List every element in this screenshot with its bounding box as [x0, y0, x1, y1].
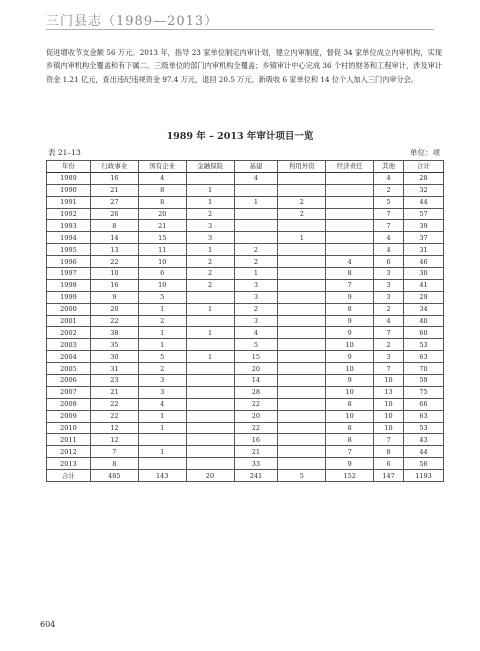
table-cell: 3 — [186, 220, 234, 232]
table-row — [47, 196, 444, 208]
table-row — [47, 244, 444, 256]
table-cell: 3 — [374, 351, 404, 363]
table-cell: 59 — [404, 375, 444, 387]
table-cell: 2 — [234, 256, 278, 268]
header-cell: 基建 — [234, 161, 278, 173]
table-cell: 8 — [326, 398, 374, 410]
table-row — [47, 339, 444, 351]
table-cell: 10 — [374, 375, 404, 387]
table-cell: 5 — [138, 291, 186, 303]
table-cell — [186, 398, 234, 410]
header-cell: 行政事业 — [90, 161, 138, 173]
year-cell: 2002 — [47, 327, 91, 339]
table-cell: 8 — [374, 446, 404, 458]
table-cell: 13 — [374, 386, 404, 398]
table-cell: 9 — [326, 458, 374, 470]
table-cell: 5 — [234, 339, 278, 351]
table-cell — [278, 386, 326, 398]
table-row — [47, 351, 444, 363]
table-row — [47, 422, 444, 434]
table-cell — [234, 220, 278, 232]
table-cell — [278, 339, 326, 351]
table-cell: 5 — [374, 196, 404, 208]
table-cell: 63 — [404, 351, 444, 363]
year-cell: 1996 — [47, 256, 91, 268]
table-cell: 4 — [374, 172, 404, 184]
year-cell: 1990 — [47, 184, 91, 196]
table-title: 1989 年 – 2013 年审计项目一览 — [166, 131, 314, 142]
year-cell: 1994 — [47, 232, 91, 244]
table-cell: 1 — [138, 446, 186, 458]
table-cell: 1 — [138, 339, 186, 351]
table-cell: 22 — [90, 410, 138, 422]
table-cell: 1 — [234, 196, 278, 208]
table-label: 表 21–13 — [48, 148, 81, 157]
header-cell: 利用外资 — [278, 161, 326, 173]
table-cell: 75 — [404, 386, 444, 398]
table-cell: 30 — [90, 351, 138, 363]
table-cell — [278, 291, 326, 303]
table-cell: 8 — [326, 422, 374, 434]
table-cell: 20 — [234, 363, 278, 375]
table-row — [47, 458, 444, 470]
table-cell — [278, 184, 326, 196]
table-cell: 9 — [90, 291, 138, 303]
table-cell — [326, 184, 374, 196]
table-cell: 10 — [138, 256, 186, 268]
table-cell: 60 — [404, 327, 444, 339]
table-cell — [186, 315, 234, 327]
table-cell: 2 — [374, 303, 404, 315]
year-cell: 2013 — [47, 458, 91, 470]
table-cell: 7 — [374, 327, 404, 339]
table-cell: 26 — [90, 208, 138, 220]
table-cell: 53 — [404, 339, 444, 351]
table-cell — [278, 375, 326, 387]
table-cell — [138, 458, 186, 470]
table-cell: 46 — [404, 256, 444, 268]
table-cell: 11 — [138, 244, 186, 256]
total-cell: 合计 — [47, 470, 91, 482]
table-cell: 57 — [404, 208, 444, 220]
year-cell: 2010 — [47, 422, 91, 434]
table-cell: 3 — [234, 291, 278, 303]
table-cell: 3 — [138, 386, 186, 398]
table-cell: 33 — [234, 458, 278, 470]
table-cell: 38 — [90, 327, 138, 339]
table-cell: 35 — [90, 339, 138, 351]
year-cell: 2004 — [47, 351, 91, 363]
table-cell — [278, 172, 326, 184]
table-cell: 6 — [374, 458, 404, 470]
table-cell: 9 — [326, 315, 374, 327]
table-cell: 44 — [404, 446, 444, 458]
table-row — [47, 232, 444, 244]
table-cell: 2 — [278, 196, 326, 208]
table-cell: 10 — [326, 410, 374, 422]
table-cell: 3 — [374, 268, 404, 280]
table-cell — [278, 279, 326, 291]
table-cell: 1 — [138, 303, 186, 315]
year-cell: 2012 — [47, 446, 91, 458]
table-cell: 8 — [326, 303, 374, 315]
table-cell: 2 — [234, 244, 278, 256]
table-cell — [234, 184, 278, 196]
year-cell: 2009 — [47, 410, 91, 422]
table-cell: 22 — [90, 398, 138, 410]
table-cell: 4 — [374, 232, 404, 244]
table-row — [47, 256, 444, 268]
table-cell — [234, 208, 278, 220]
table-cell: 2 — [374, 184, 404, 196]
table-cell: 7 — [374, 220, 404, 232]
table-cell: 7 — [90, 446, 138, 458]
table-cell — [186, 375, 234, 387]
header-cell: 年份 — [47, 161, 91, 173]
table-cell — [186, 172, 234, 184]
table-row — [47, 303, 444, 315]
table-cell — [326, 172, 374, 184]
year-cell: 2007 — [47, 386, 91, 398]
table-cell: 4 — [138, 398, 186, 410]
table-cell: 9 — [326, 291, 374, 303]
table-row — [47, 279, 444, 291]
table-cell: 3 — [186, 232, 234, 244]
table-cell: 10 — [326, 363, 374, 375]
table-cell — [278, 410, 326, 422]
table-cell: 66 — [404, 398, 444, 410]
table-unit: 单位：项 — [410, 148, 440, 157]
year-cell: 1998 — [47, 279, 91, 291]
table-cell: 30 — [404, 268, 444, 280]
year-cell: 2006 — [47, 375, 91, 387]
table-cell: 9 — [326, 375, 374, 387]
table-row — [47, 327, 444, 339]
table-cell: 21 — [90, 386, 138, 398]
table-cell: 10 — [326, 339, 374, 351]
total-cell: 20 — [186, 470, 234, 482]
audit-projects-table — [46, 160, 444, 482]
table-total-row — [47, 470, 444, 482]
table-row — [47, 446, 444, 458]
table-cell: 1 — [186, 184, 234, 196]
table-cell: 1 — [234, 268, 278, 280]
table-cell: 1 — [138, 422, 186, 434]
table-cell: 1 — [186, 351, 234, 363]
table-cell: 10 — [90, 268, 138, 280]
table-cell: 10 — [374, 398, 404, 410]
year-cell: 1997 — [47, 268, 91, 280]
table-cell: 3 — [374, 279, 404, 291]
table-cell: 7 — [374, 434, 404, 446]
table-cell: 21 — [234, 446, 278, 458]
table-cell: 63 — [404, 410, 444, 422]
table-cell: 1 — [278, 232, 326, 244]
body-paragraph: 促进增收节支金额 56 万元。2013 年，指导 23 家单位制定内审计划，建立内审制度，督促 34 家单位成立内审机构，实现乡镇内审机构全覆盖和有下属二、三级单位的部门内审机构全覆盖；乡镇审计中心完成 36 个村的财务和工程审计，涉及审计资金 1.21 亿元，查出违纪违规资金 97.4 万元，退回 20.5 万元。新吸收 6 家单位和 14 位个人加入三门内审分会。 — [46, 48, 442, 84]
table-cell — [278, 434, 326, 446]
table-cell: 1 — [186, 327, 234, 339]
table-cell: 37 — [404, 232, 444, 244]
table-cell: 1 — [138, 410, 186, 422]
table-row — [47, 291, 444, 303]
table-cell — [278, 220, 326, 232]
total-cell: 241 — [234, 470, 278, 482]
table-cell: 1 — [186, 244, 234, 256]
table-cell: 29 — [404, 291, 444, 303]
table-cell — [278, 315, 326, 327]
table-cell: 2 — [138, 363, 186, 375]
table-cell: 41 — [404, 279, 444, 291]
year-cell: 1993 — [47, 220, 91, 232]
table-cell — [186, 434, 234, 446]
table-cell: 2 — [186, 268, 234, 280]
table-cell: 2 — [234, 303, 278, 315]
table-cell — [186, 339, 234, 351]
table-row — [47, 386, 444, 398]
table-cell: 8 — [138, 196, 186, 208]
table-row — [47, 184, 444, 196]
year-cell: 2000 — [47, 303, 91, 315]
table-cell: 4 — [374, 315, 404, 327]
table-cell: 1 — [186, 196, 234, 208]
table-cell: 6 — [138, 268, 186, 280]
table-cell: 4 — [234, 327, 278, 339]
table-cell: 23 — [90, 375, 138, 387]
table-cell: 8 — [138, 184, 186, 196]
table-cell — [186, 363, 234, 375]
table-cell: 2 — [186, 208, 234, 220]
table-cell — [278, 303, 326, 315]
table-cell: 21 — [90, 184, 138, 196]
table-row — [47, 434, 444, 446]
book-header-title: 三门县志（1989—2013） — [46, 14, 219, 29]
table-cell — [326, 232, 374, 244]
table-cell: 20 — [138, 208, 186, 220]
table-cell: 2 — [186, 256, 234, 268]
table-cell: 1 — [186, 303, 234, 315]
table-cell: 28 — [404, 172, 444, 184]
table-cell: 2 — [278, 208, 326, 220]
table-cell — [186, 422, 234, 434]
table-cell: 2 — [186, 279, 234, 291]
total-cell: 5 — [278, 470, 326, 482]
table-cell: 20 — [234, 410, 278, 422]
table-cell: 4 — [138, 172, 186, 184]
total-cell: 1193 — [404, 470, 444, 482]
table-cell — [278, 244, 326, 256]
total-cell: 485 — [90, 470, 138, 482]
table-cell: 3 — [234, 315, 278, 327]
table-cell: 16 — [90, 172, 138, 184]
table-cell: 8 — [90, 458, 138, 470]
total-cell: 147 — [374, 470, 404, 482]
table-cell — [186, 458, 234, 470]
table-cell — [278, 458, 326, 470]
table-cell: 12 — [90, 422, 138, 434]
year-cell: 2011 — [47, 434, 91, 446]
table-cell: 22 — [234, 422, 278, 434]
table-cell: 5 — [138, 351, 186, 363]
year-cell: 1999 — [47, 291, 91, 303]
table-cell — [326, 220, 374, 232]
table-cell: 2 — [138, 315, 186, 327]
table-cell: 43 — [404, 434, 444, 446]
table-row — [47, 220, 444, 232]
table-row — [47, 398, 444, 410]
table-cell: 7 — [326, 446, 374, 458]
table-cell: 10 — [326, 386, 374, 398]
table-row — [47, 363, 444, 375]
table-cell: 22 — [90, 256, 138, 268]
table-cell: 3 — [138, 375, 186, 387]
table-row — [47, 410, 444, 422]
table-cell: 31 — [90, 363, 138, 375]
table-row — [47, 315, 444, 327]
table-cell — [186, 291, 234, 303]
table-cell: 31 — [404, 244, 444, 256]
table-cell — [138, 434, 186, 446]
table-cell: 7 — [374, 208, 404, 220]
table-cell: 56 — [404, 458, 444, 470]
table-cell: 4 — [374, 244, 404, 256]
table-cell: 16 — [234, 434, 278, 446]
table-cell: 9 — [326, 351, 374, 363]
table-cell: 10 — [138, 279, 186, 291]
table-cell: 21 — [138, 220, 186, 232]
table-row — [47, 268, 444, 280]
page-number: 604 — [40, 620, 56, 629]
table-cell — [278, 256, 326, 268]
table-cell: 8 — [326, 434, 374, 446]
header-cell: 金融保险 — [186, 161, 234, 173]
table-cell — [186, 386, 234, 398]
table-cell — [326, 196, 374, 208]
table-row — [47, 375, 444, 387]
table-cell — [186, 446, 234, 458]
table-cell: 2 — [374, 339, 404, 351]
table-cell: 9 — [326, 327, 374, 339]
table-cell: 22 — [234, 398, 278, 410]
table-cell: 40 — [404, 315, 444, 327]
table-cell: 8 — [326, 268, 374, 280]
table-cell: 39 — [404, 220, 444, 232]
year-cell: 1989 — [47, 172, 91, 184]
table-cell: 16 — [90, 279, 138, 291]
year-cell: 2005 — [47, 363, 91, 375]
table-cell — [278, 268, 326, 280]
header-cell: 经济责任 — [326, 161, 374, 173]
table-cell: 27 — [90, 196, 138, 208]
table-cell — [278, 351, 326, 363]
year-cell: 2008 — [47, 398, 91, 410]
table-cell: 6 — [374, 256, 404, 268]
header-cell: 其他 — [374, 161, 404, 173]
table-cell: 10 — [374, 422, 404, 434]
table-cell: 10 — [374, 410, 404, 422]
table-cell: 12 — [90, 434, 138, 446]
table-cell — [234, 232, 278, 244]
table-cell — [278, 327, 326, 339]
header-divider — [46, 29, 434, 30]
table-cell — [326, 244, 374, 256]
table-cell: 15 — [138, 232, 186, 244]
table-cell: 20 — [90, 303, 138, 315]
table-cell: 44 — [404, 196, 444, 208]
year-cell: 2003 — [47, 339, 91, 351]
table-cell: 32 — [404, 184, 444, 196]
table-cell: 14 — [234, 375, 278, 387]
table-cell — [278, 363, 326, 375]
header-cell: 国有企业 — [138, 161, 186, 173]
table-cell: 3 — [374, 291, 404, 303]
year-cell: 1992 — [47, 208, 91, 220]
total-cell: 143 — [138, 470, 186, 482]
year-cell: 1991 — [47, 196, 91, 208]
year-cell: 1995 — [47, 244, 91, 256]
year-cell: 2001 — [47, 315, 91, 327]
table-cell: 22 — [90, 315, 138, 327]
table-cell: 7 — [374, 363, 404, 375]
table-row — [47, 208, 444, 220]
table-cell — [326, 208, 374, 220]
table-cell: 53 — [404, 422, 444, 434]
total-cell: 152 — [326, 470, 374, 482]
table-cell: 28 — [234, 386, 278, 398]
table-cell: 7 — [326, 279, 374, 291]
table-cell: 13 — [90, 244, 138, 256]
table-cell — [278, 422, 326, 434]
table-cell: 34 — [404, 303, 444, 315]
table-cell: 4 — [326, 256, 374, 268]
table-header-row — [47, 161, 444, 173]
table-cell — [278, 446, 326, 458]
header-cell: 合计 — [404, 161, 444, 173]
table-cell: 8 — [90, 220, 138, 232]
table-cell: 15 — [234, 351, 278, 363]
table-cell: 14 — [90, 232, 138, 244]
table-cell: 3 — [234, 279, 278, 291]
table-cell: 1 — [138, 327, 186, 339]
table-row — [47, 172, 444, 184]
table-cell: 70 — [404, 363, 444, 375]
table-cell: 4 — [234, 172, 278, 184]
table-cell — [278, 398, 326, 410]
table-cell — [186, 410, 234, 422]
